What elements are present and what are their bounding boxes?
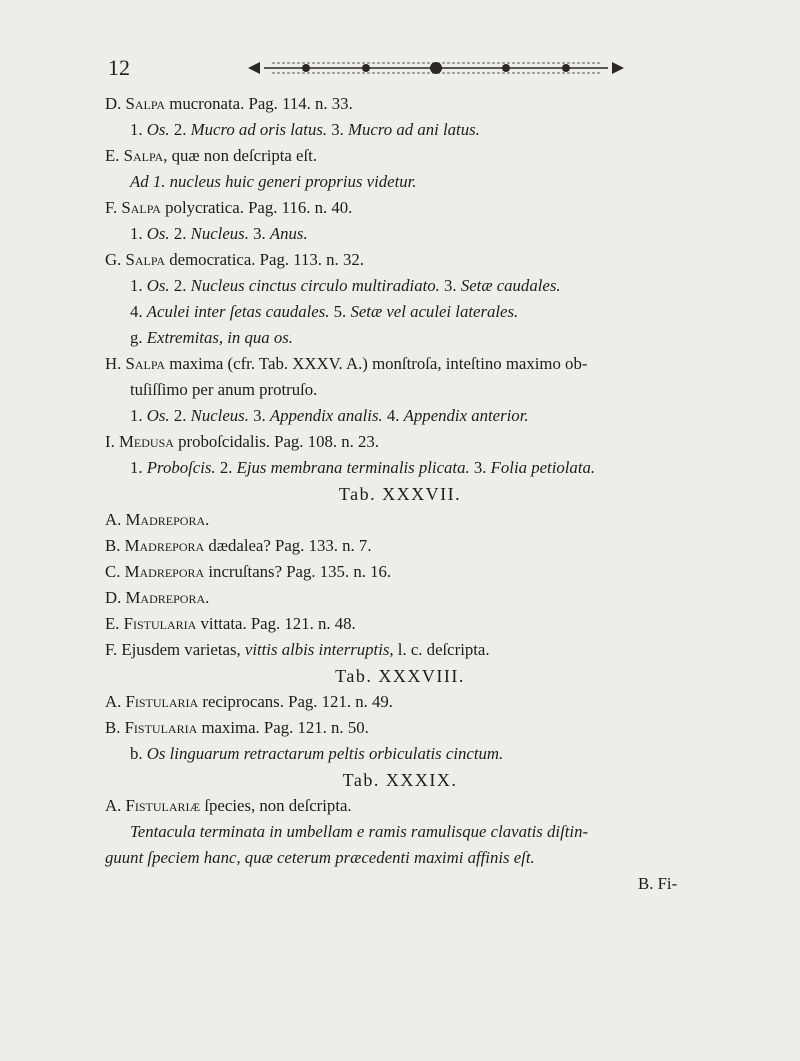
text-run: Madrepora bbox=[124, 562, 205, 581]
text-run: , quæ non deſcripta eſt. bbox=[163, 146, 318, 165]
text-run: Salpa bbox=[125, 250, 166, 269]
text-run: E. bbox=[105, 614, 124, 633]
text-line bbox=[130, 172, 417, 192]
text-run: maxima. Pag. 121. n. 50. bbox=[197, 718, 369, 737]
text-run: Medusa bbox=[118, 432, 174, 451]
text-run: 4. bbox=[382, 406, 404, 425]
text-run: reciprocans. Pag. 121. n. 49. bbox=[198, 692, 393, 711]
text-line bbox=[105, 588, 209, 608]
text-run: Os linguarum retractarum peltis orbiculatis cinctum. bbox=[146, 744, 504, 763]
text-run: Fistularia bbox=[125, 692, 199, 711]
text-run: E. bbox=[105, 146, 124, 165]
text-run: 2. bbox=[215, 458, 237, 477]
text-line bbox=[105, 562, 391, 582]
text-run: b. bbox=[130, 744, 147, 763]
text-run: Nucleus. bbox=[190, 224, 249, 243]
text-line bbox=[105, 536, 372, 556]
text-line bbox=[130, 744, 503, 764]
text-line bbox=[105, 94, 353, 114]
text-run: 3. bbox=[469, 458, 491, 477]
text-run: A. bbox=[105, 796, 126, 815]
text-run: 5. bbox=[329, 302, 351, 321]
text-run: Os. bbox=[146, 120, 170, 139]
text-line bbox=[105, 614, 356, 634]
text-line bbox=[105, 432, 379, 452]
text-run: maxima (cfr. Tab. XXXV. A.) monſtroſa, inteſtino maximo ob- bbox=[165, 354, 588, 373]
text-run: 2. bbox=[169, 276, 191, 295]
plate-heading bbox=[0, 770, 800, 791]
text-run: Fistulariæ bbox=[125, 796, 201, 815]
text-run: Madrepora. bbox=[125, 588, 210, 607]
text-run: Aculei inter ſetas caudales. bbox=[146, 302, 330, 321]
text-run: Fistularia bbox=[123, 614, 197, 633]
text-run: Tab. XXXVIII. bbox=[335, 666, 465, 686]
text-run: H. bbox=[105, 354, 126, 373]
text-run: Proboſcis. bbox=[146, 458, 216, 477]
text-run: Appendix analis. bbox=[269, 406, 383, 425]
text-run: Tentacula terminata in umbellam e ramis ramulisque clavatis diſtin- bbox=[130, 822, 589, 841]
text-run: 1. bbox=[130, 406, 147, 425]
text-line bbox=[105, 250, 364, 270]
text-run: Tab. XXXVII. bbox=[338, 484, 462, 504]
text-run: Anus. bbox=[269, 224, 308, 243]
text-run: 2. bbox=[169, 224, 191, 243]
text-run: Salpa bbox=[123, 146, 164, 165]
text-run: Os. bbox=[146, 276, 170, 295]
text-run: Salpa bbox=[125, 94, 166, 113]
text-run: 3. bbox=[248, 224, 270, 243]
text-run: 1. bbox=[130, 458, 147, 477]
text-run: 1. bbox=[130, 224, 147, 243]
text-run: g. bbox=[130, 328, 147, 347]
page-number: 12 bbox=[108, 55, 130, 80]
text-run: B. bbox=[105, 536, 125, 555]
text-run: Setæ caudales. bbox=[460, 276, 561, 295]
text-run: Nucleus. bbox=[190, 406, 249, 425]
text-run: guunt ſpeciem hanc, quæ ceterum præcedenti maximi affinis eſt. bbox=[105, 848, 535, 867]
text-line bbox=[105, 354, 587, 374]
text-line bbox=[105, 796, 352, 816]
text-run: proboſcidalis. Pag. 108. n. 23. bbox=[173, 432, 380, 451]
text-run: 3. bbox=[248, 406, 270, 425]
text-run: A. bbox=[105, 692, 126, 711]
text-run: Ejus membrana terminalis plicata. bbox=[236, 458, 470, 477]
text-line bbox=[105, 198, 352, 218]
text-line bbox=[130, 120, 480, 140]
text-run: vittis albis interruptis, bbox=[244, 640, 394, 659]
text-run: democratica. Pag. 113. n. 32. bbox=[165, 250, 364, 269]
text-run: Salpa bbox=[121, 198, 161, 217]
text-run: Nucleus cinctus circulo multiradiato. bbox=[190, 276, 440, 295]
text-run: I. bbox=[105, 432, 119, 451]
text-run: Madrepora bbox=[124, 536, 205, 555]
text-line bbox=[105, 510, 209, 530]
text-run: Extremitas, in qua os. bbox=[146, 328, 293, 347]
text-run: 2. bbox=[169, 120, 191, 139]
text-line bbox=[105, 848, 535, 868]
text-run: G. bbox=[105, 250, 126, 269]
text-run: mucronata. Pag. 114. n. 33. bbox=[165, 94, 353, 113]
text-run: 3. bbox=[327, 120, 349, 139]
text-line bbox=[130, 328, 293, 348]
text-run: Mucro ad oris latus. bbox=[190, 120, 328, 139]
text-line bbox=[130, 458, 595, 478]
text-run: Appendix anterior. bbox=[403, 406, 529, 425]
text-run: ſpecies, non deſcripta. bbox=[200, 796, 352, 815]
text-run: tuſiſſimo per anum protruſo. bbox=[130, 380, 318, 399]
text-run: Tab. XXXIX. bbox=[342, 770, 458, 790]
text-run: F. bbox=[105, 198, 122, 217]
text-run: Os. bbox=[146, 224, 170, 243]
text-run: Mucro ad ani latus. bbox=[348, 120, 480, 139]
text-run: 2. bbox=[169, 406, 191, 425]
text-run: polycratica. Pag. 116. n. 40. bbox=[160, 198, 353, 217]
text-run: Ad 1. nucleus huic generi proprius videtur. bbox=[130, 172, 417, 191]
text-line bbox=[130, 224, 308, 244]
text-run: 1. bbox=[130, 120, 147, 139]
text-run: B. bbox=[105, 718, 125, 737]
text-line bbox=[130, 302, 518, 322]
text-run: Folia petiolata. bbox=[490, 458, 596, 477]
text-line bbox=[105, 146, 317, 166]
text-run: 3. bbox=[439, 276, 461, 295]
text-run: F. Ejusdem varietas, bbox=[105, 640, 245, 659]
text-run: 4. bbox=[130, 302, 147, 321]
text-run: D. bbox=[105, 588, 126, 607]
plate-heading bbox=[0, 666, 800, 687]
text-line bbox=[638, 874, 677, 894]
text-run: D. bbox=[105, 94, 126, 113]
text-line bbox=[105, 718, 369, 738]
text-line bbox=[130, 822, 588, 842]
text-run: Setæ vel aculei laterales. bbox=[350, 302, 519, 321]
text-run: Os. bbox=[146, 406, 170, 425]
text-run: Fistularia bbox=[124, 718, 198, 737]
text-run: A. bbox=[105, 510, 126, 529]
text-line bbox=[130, 406, 529, 426]
text-line bbox=[105, 692, 393, 712]
text-run: Salpa bbox=[125, 354, 166, 373]
text-line bbox=[130, 276, 561, 296]
text-run: C. bbox=[105, 562, 125, 581]
text-run: 1. bbox=[130, 276, 147, 295]
text-run: vittata. Pag. 121. n. 48. bbox=[196, 614, 356, 633]
text-run: incruſtans? Pag. 135. n. 16. bbox=[204, 562, 392, 581]
header-ornament bbox=[246, 56, 626, 80]
text-run: l. c. deſcripta. bbox=[393, 640, 490, 659]
text-line bbox=[105, 640, 490, 660]
text-run: dædalea? Pag. 133. n. 7. bbox=[204, 536, 372, 555]
text-line bbox=[130, 380, 317, 400]
text-run: Madrepora. bbox=[125, 510, 210, 529]
plate-heading bbox=[0, 484, 800, 505]
text-run: B. Fi- bbox=[638, 874, 678, 893]
